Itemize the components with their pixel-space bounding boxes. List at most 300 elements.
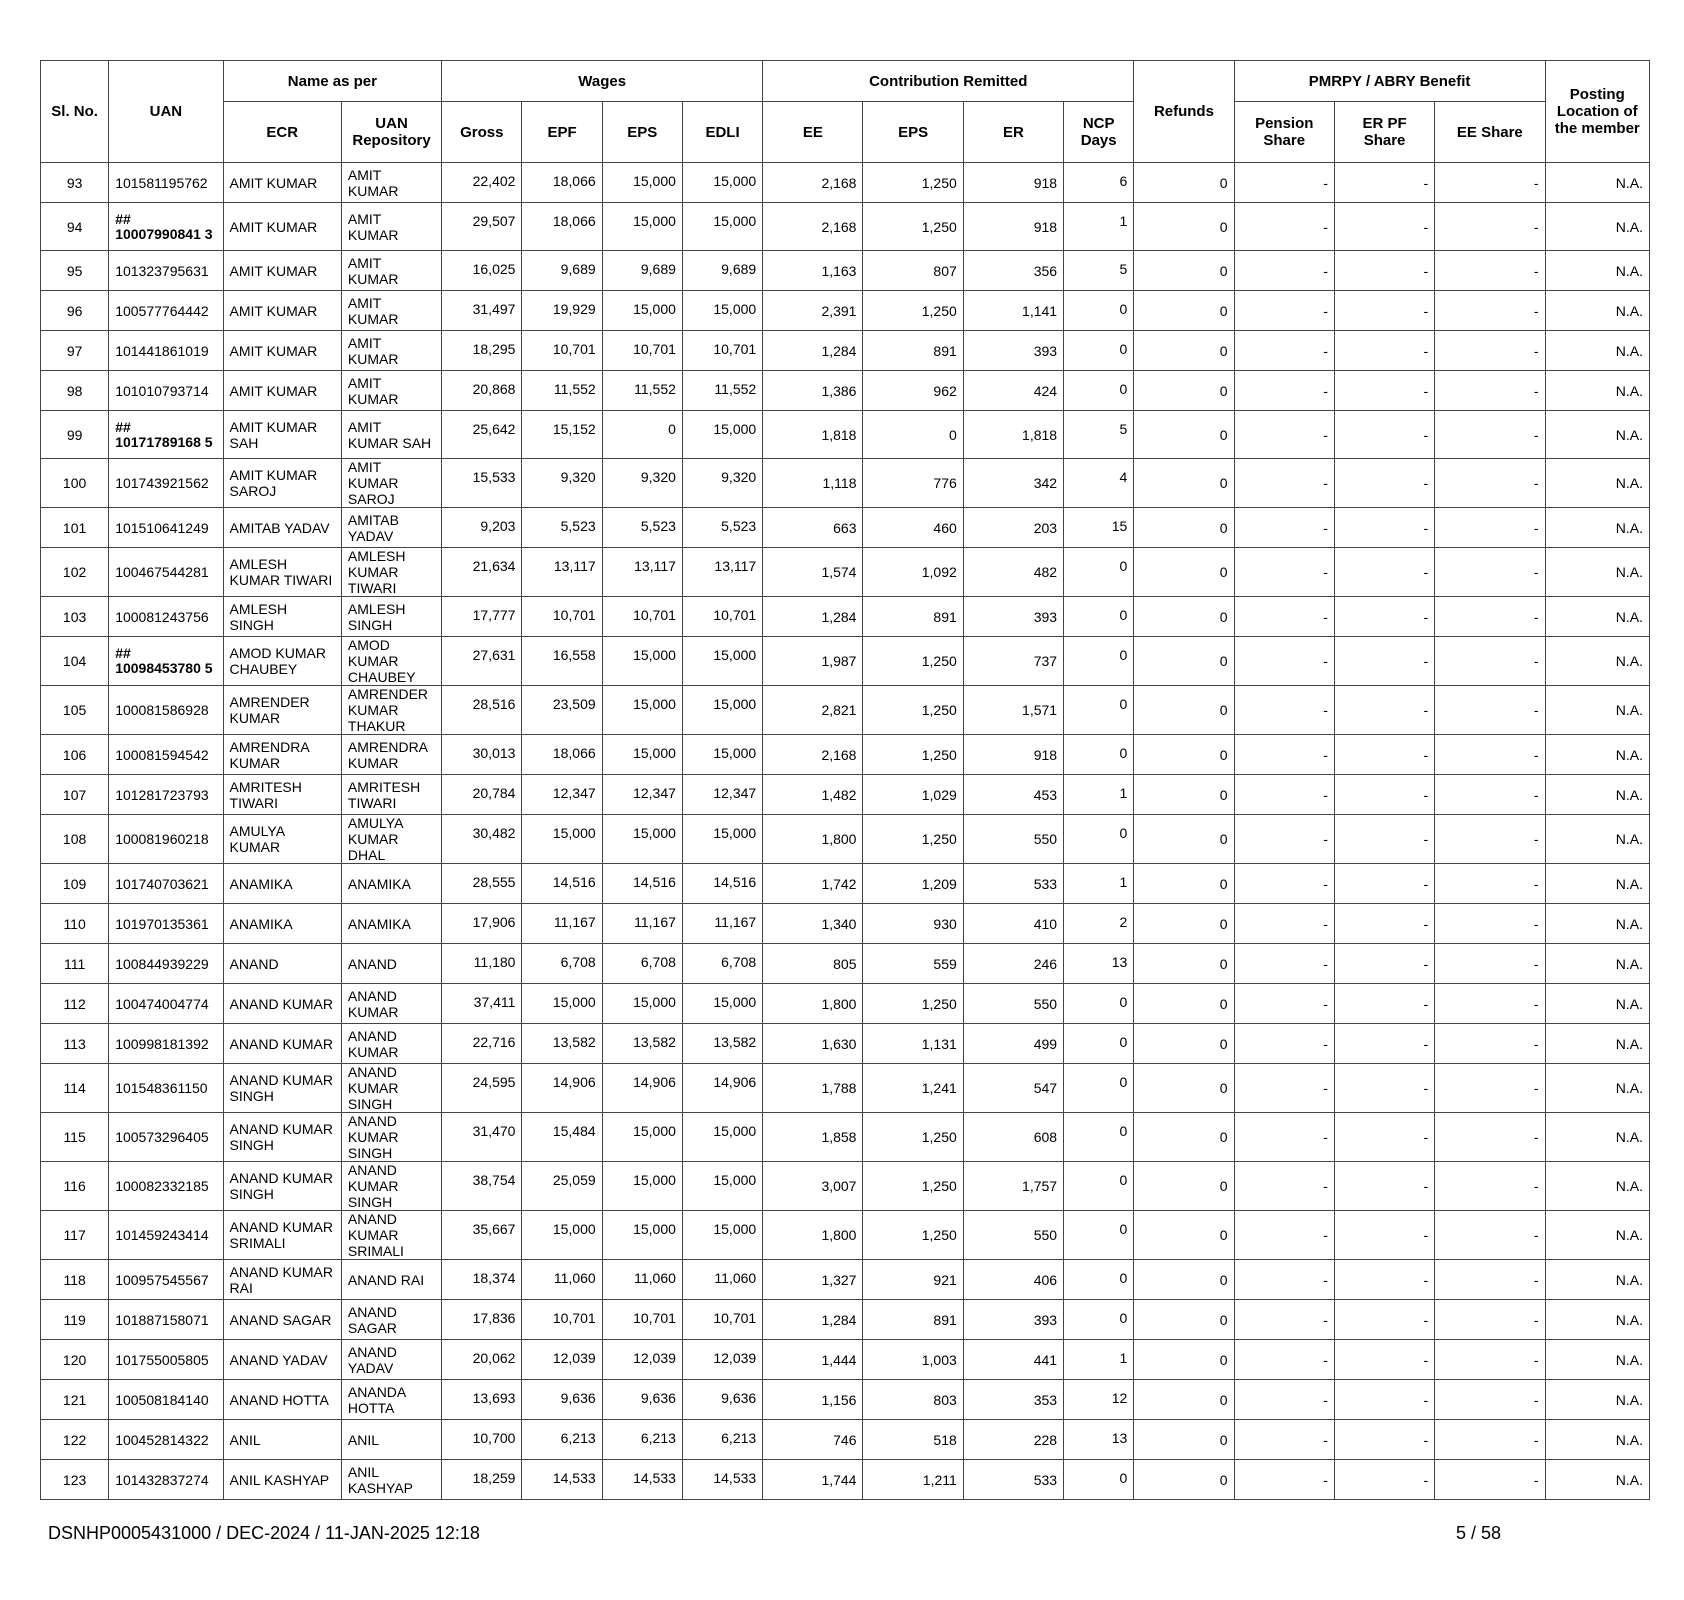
- cell-pension-share: -: [1234, 1162, 1334, 1211]
- cell-contribution-eps: 1,250: [863, 163, 963, 203]
- cell-ee-share: -: [1435, 251, 1545, 291]
- cell-gross: 18,259: [442, 1460, 522, 1500]
- cell-contribution-eps: 1,250: [863, 1211, 963, 1260]
- cell-edli: 15,000: [682, 411, 762, 459]
- cell-ee: 2,168: [763, 163, 863, 203]
- cell-posting-location: N.A.: [1545, 548, 1649, 597]
- cell-eps: 14,533: [602, 1460, 682, 1500]
- cell-contribution-eps: 1,250: [863, 1162, 963, 1211]
- cell-ncp-days: 0: [1064, 597, 1134, 637]
- cell-contribution-eps: 1,250: [863, 291, 963, 331]
- cell-refunds: 0: [1134, 203, 1234, 251]
- table-row: [41, 331, 1650, 371]
- cell-sl-no: 99: [41, 411, 109, 459]
- cell-epf: 16,558: [522, 637, 602, 686]
- cell-er: 410: [963, 904, 1063, 944]
- cell-sl-no: 105: [41, 686, 109, 735]
- cell-ee-share: -: [1435, 735, 1545, 775]
- cell-uan: 101755005805: [109, 1340, 223, 1380]
- cell-ncp-days: 0: [1064, 291, 1134, 331]
- cell-eps: 9,636: [602, 1380, 682, 1420]
- cell-name-uan-repository: AMIT KUMAR SAROJ: [341, 459, 441, 508]
- cell-pension-share: -: [1234, 1260, 1334, 1300]
- cell-epf: 14,516: [522, 864, 602, 904]
- table-row: [41, 815, 1650, 864]
- table-row: [41, 864, 1650, 904]
- cell-epf: 6,213: [522, 1420, 602, 1460]
- cell-edli: 15,000: [682, 291, 762, 331]
- table-row: [41, 508, 1650, 548]
- cell-refunds: 0: [1134, 1300, 1234, 1340]
- cell-sl-no: 113: [41, 1024, 109, 1064]
- cell-ee: 2,168: [763, 735, 863, 775]
- cell-epf: 12,039: [522, 1340, 602, 1380]
- cell-name-uan-repository: AMIT KUMAR: [341, 203, 441, 251]
- cell-ee: 1,744: [763, 1460, 863, 1500]
- cell-ncp-days: 4: [1064, 459, 1134, 508]
- cell-eps: 5,523: [602, 508, 682, 548]
- cell-name-uan-repository: ANAND KUMAR SINGH: [341, 1064, 441, 1113]
- cell-pension-share: -: [1234, 904, 1334, 944]
- cell-name-uan-repository: AMITAB YADAV: [341, 508, 441, 548]
- group-contribution-remitted: Contribution Remitted: [763, 61, 1134, 102]
- cell-refunds: 0: [1134, 251, 1234, 291]
- cell-edli: 15,000: [682, 163, 762, 203]
- cell-name-uan-repository: ANAND KUMAR SINGH: [341, 1113, 441, 1162]
- cell-pension-share: -: [1234, 371, 1334, 411]
- cell-ee-share: -: [1435, 815, 1545, 864]
- cell-name-ecr: ANAND KUMAR: [223, 1024, 341, 1064]
- cell-edli: 9,320: [682, 459, 762, 508]
- cell-edli: 10,701: [682, 331, 762, 371]
- cell-edli: 6,708: [682, 944, 762, 984]
- cell-posting-location: N.A.: [1545, 291, 1649, 331]
- cell-ee: 1,800: [763, 984, 863, 1024]
- cell-er-pf-share: -: [1334, 1340, 1434, 1380]
- cell-eps: 15,000: [602, 637, 682, 686]
- table-row: [41, 1162, 1650, 1211]
- cell-refunds: 0: [1134, 371, 1234, 411]
- cell-edli: 11,060: [682, 1260, 762, 1300]
- cell-ee: 1,327: [763, 1260, 863, 1300]
- cell-eps: 14,516: [602, 864, 682, 904]
- cell-ee-share: -: [1435, 291, 1545, 331]
- cell-er-pf-share: -: [1334, 984, 1434, 1024]
- cell-refunds: 0: [1134, 1420, 1234, 1460]
- cell-eps: 15,000: [602, 984, 682, 1024]
- cell-pension-share: -: [1234, 735, 1334, 775]
- cell-edli: 11,167: [682, 904, 762, 944]
- cell-ee: 1,482: [763, 775, 863, 815]
- cell-er: 356: [963, 251, 1063, 291]
- table-row: [41, 944, 1650, 984]
- cell-pension-share: -: [1234, 864, 1334, 904]
- cell-epf: 6,708: [522, 944, 602, 984]
- cell-pension-share: -: [1234, 1460, 1334, 1500]
- cell-contribution-eps: 807: [863, 251, 963, 291]
- cell-refunds: 0: [1134, 944, 1234, 984]
- cell-er: 533: [963, 864, 1063, 904]
- cell-ee-share: -: [1435, 1162, 1545, 1211]
- col-eps: EPS: [602, 102, 682, 163]
- cell-sl-no: 121: [41, 1380, 109, 1420]
- table-row: [41, 203, 1650, 251]
- cell-ee-share: -: [1435, 984, 1545, 1024]
- cell-eps: 11,060: [602, 1260, 682, 1300]
- cell-edli: 14,516: [682, 864, 762, 904]
- cell-uan: 100573296405: [109, 1113, 223, 1162]
- cell-er: 342: [963, 459, 1063, 508]
- cell-posting-location: N.A.: [1545, 1064, 1649, 1113]
- cell-edli: 15,000: [682, 1211, 762, 1260]
- cell-er: 393: [963, 597, 1063, 637]
- cell-ee: 1,340: [763, 904, 863, 944]
- cell-er-pf-share: -: [1334, 1024, 1434, 1064]
- cell-er-pf-share: -: [1334, 1211, 1434, 1260]
- cell-gross: 9,203: [442, 508, 522, 548]
- cell-posting-location: N.A.: [1545, 1460, 1649, 1500]
- cell-epf: 10,701: [522, 1300, 602, 1340]
- cell-posting-location: N.A.: [1545, 864, 1649, 904]
- cell-ee-share: -: [1435, 331, 1545, 371]
- cell-edli: 12,347: [682, 775, 762, 815]
- cell-refunds: 0: [1134, 637, 1234, 686]
- cell-er: 453: [963, 775, 1063, 815]
- cell-pension-share: -: [1234, 1300, 1334, 1340]
- cell-er-pf-share: -: [1334, 1064, 1434, 1113]
- cell-contribution-eps: 0: [863, 411, 963, 459]
- cell-posting-location: N.A.: [1545, 203, 1649, 251]
- cell-er-pf-share: -: [1334, 371, 1434, 411]
- table-row: [41, 1420, 1650, 1460]
- cell-pension-share: -: [1234, 1064, 1334, 1113]
- cell-posting-location: N.A.: [1545, 984, 1649, 1024]
- cell-refunds: 0: [1134, 904, 1234, 944]
- cell-eps: 12,347: [602, 775, 682, 815]
- cell-gross: 17,777: [442, 597, 522, 637]
- cell-er: 441: [963, 1340, 1063, 1380]
- cell-ee-share: -: [1435, 686, 1545, 735]
- cell-er-pf-share: -: [1334, 597, 1434, 637]
- cell-er: 918: [963, 163, 1063, 203]
- cell-er: 203: [963, 508, 1063, 548]
- cell-refunds: 0: [1134, 864, 1234, 904]
- cell-epf: 14,906: [522, 1064, 602, 1113]
- cell-epf: 15,000: [522, 1211, 602, 1260]
- cell-gross: 28,555: [442, 864, 522, 904]
- cell-eps: 6,213: [602, 1420, 682, 1460]
- table-row: [41, 1380, 1650, 1420]
- cell-ee-share: -: [1435, 548, 1545, 597]
- cell-refunds: 0: [1134, 331, 1234, 371]
- table-row: [41, 1064, 1650, 1113]
- cell-er-pf-share: -: [1334, 735, 1434, 775]
- cell-uan: 101581195762: [109, 163, 223, 203]
- cell-ncp-days: 1: [1064, 1340, 1134, 1380]
- table-row: [41, 1340, 1650, 1380]
- cell-ncp-days: 0: [1064, 1260, 1134, 1300]
- cell-ee-share: -: [1435, 904, 1545, 944]
- cell-pension-share: -: [1234, 1113, 1334, 1162]
- cell-ee: 1,444: [763, 1340, 863, 1380]
- cell-posting-location: N.A.: [1545, 815, 1649, 864]
- cell-posting-location: N.A.: [1545, 597, 1649, 637]
- cell-edli: 11,552: [682, 371, 762, 411]
- cell-contribution-eps: 1,250: [863, 686, 963, 735]
- cell-ee: 1,818: [763, 411, 863, 459]
- cell-name-uan-repository: AMIT KUMAR: [341, 291, 441, 331]
- cell-name-uan-repository: AMIT KUMAR: [341, 371, 441, 411]
- cell-name-ecr: AMIT KUMAR: [223, 163, 341, 203]
- cell-contribution-eps: 1,250: [863, 984, 963, 1024]
- cell-contribution-eps: 559: [863, 944, 963, 984]
- cell-epf: 10,701: [522, 331, 602, 371]
- cell-er: 393: [963, 331, 1063, 371]
- cell-gross: 31,470: [442, 1113, 522, 1162]
- cell-ee: 3,007: [763, 1162, 863, 1211]
- cell-refunds: 0: [1134, 291, 1234, 331]
- cell-name-uan-repository: ANAMIKA: [341, 864, 441, 904]
- cell-edli: 10,701: [682, 597, 762, 637]
- cell-uan: 101510641249: [109, 508, 223, 548]
- cell-ncp-days: 0: [1064, 1162, 1134, 1211]
- cell-name-ecr: ANAND KUMAR: [223, 984, 341, 1024]
- cell-posting-location: N.A.: [1545, 1380, 1649, 1420]
- cell-edli: 13,117: [682, 548, 762, 597]
- cell-posting-location: N.A.: [1545, 904, 1649, 944]
- cell-name-ecr: AMIT KUMAR SAROJ: [223, 459, 341, 508]
- cell-pension-share: -: [1234, 686, 1334, 735]
- table-row: [41, 984, 1650, 1024]
- cell-gross: 18,295: [442, 331, 522, 371]
- cell-ee: 663: [763, 508, 863, 548]
- cell-er-pf-share: -: [1334, 291, 1434, 331]
- col-gross: Gross: [442, 102, 522, 163]
- cell-refunds: 0: [1134, 1064, 1234, 1113]
- table-row: [41, 291, 1650, 331]
- cell-ee: 1,630: [763, 1024, 863, 1064]
- cell-name-ecr: AMLESH KUMAR TIWARI: [223, 548, 341, 597]
- cell-uan: 100082332185: [109, 1162, 223, 1211]
- cell-pension-share: -: [1234, 251, 1334, 291]
- cell-posting-location: N.A.: [1545, 1162, 1649, 1211]
- table-row: [41, 1460, 1650, 1500]
- cell-ee-share: -: [1435, 203, 1545, 251]
- cell-er: 547: [963, 1064, 1063, 1113]
- cell-uan: 101743921562: [109, 459, 223, 508]
- cell-ee: 1,284: [763, 331, 863, 371]
- cell-sl-no: 95: [41, 251, 109, 291]
- cell-ncp-days: 0: [1064, 686, 1134, 735]
- cell-sl-no: 123: [41, 1460, 109, 1500]
- cell-ee: 1,987: [763, 637, 863, 686]
- cell-contribution-eps: 1,250: [863, 637, 963, 686]
- cell-ncp-days: 0: [1064, 548, 1134, 597]
- cell-pension-share: -: [1234, 1420, 1334, 1460]
- cell-uan: 100508184140: [109, 1380, 223, 1420]
- cell-pension-share: -: [1234, 508, 1334, 548]
- cell-refunds: 0: [1134, 597, 1234, 637]
- cell-ee-share: -: [1435, 944, 1545, 984]
- cell-posting-location: N.A.: [1545, 735, 1649, 775]
- cell-eps: 11,552: [602, 371, 682, 411]
- table-body: [41, 163, 1650, 1500]
- cell-uan: ## 10007990841 3: [109, 203, 223, 251]
- cell-ncp-days: 0: [1064, 637, 1134, 686]
- cell-sl-no: 106: [41, 735, 109, 775]
- cell-gross: 17,836: [442, 1300, 522, 1340]
- cell-ncp-days: 12: [1064, 1380, 1134, 1420]
- cell-gross: 30,482: [442, 815, 522, 864]
- cell-contribution-eps: 1,131: [863, 1024, 963, 1064]
- cell-edli: 15,000: [682, 735, 762, 775]
- cell-contribution-eps: 1,250: [863, 1113, 963, 1162]
- cell-eps: 12,039: [602, 1340, 682, 1380]
- col-sl-no: Sl. No.: [41, 61, 109, 163]
- cell-name-ecr: ANAND HOTTA: [223, 1380, 341, 1420]
- cell-epf: 14,533: [522, 1460, 602, 1500]
- table-row: [41, 597, 1650, 637]
- cell-er-pf-share: -: [1334, 904, 1434, 944]
- cell-edli: 9,689: [682, 251, 762, 291]
- group-pmrpy-abry: PMRPY / ABRY Benefit: [1234, 61, 1545, 102]
- col-uan: UAN: [109, 61, 223, 163]
- cell-name-ecr: ANAMIKA: [223, 904, 341, 944]
- table-row: [41, 1300, 1650, 1340]
- cell-epf: 5,523: [522, 508, 602, 548]
- cell-pension-share: -: [1234, 597, 1334, 637]
- cell-ee: 2,168: [763, 203, 863, 251]
- cell-edli: 15,000: [682, 984, 762, 1024]
- cell-contribution-eps: 891: [863, 1300, 963, 1340]
- cell-sl-no: 102: [41, 548, 109, 597]
- ecr-contribution-table: [40, 60, 1650, 1500]
- cell-refunds: 0: [1134, 1260, 1234, 1300]
- cell-uan: 101010793714: [109, 371, 223, 411]
- cell-uan: ## 10098453780 5: [109, 637, 223, 686]
- cell-ncp-days: 1: [1064, 864, 1134, 904]
- table-row: [41, 735, 1650, 775]
- cell-refunds: 0: [1134, 163, 1234, 203]
- cell-er-pf-share: -: [1334, 203, 1434, 251]
- cell-ncp-days: 0: [1064, 371, 1134, 411]
- cell-name-ecr: AMIT KUMAR: [223, 371, 341, 411]
- cell-edli: 15,000: [682, 815, 762, 864]
- cell-epf: 23,509: [522, 686, 602, 735]
- cell-name-uan-repository: AMIT KUMAR: [341, 251, 441, 291]
- cell-name-ecr: ANAND YADAV: [223, 1340, 341, 1380]
- cell-posting-location: N.A.: [1545, 371, 1649, 411]
- cell-gross: 18,374: [442, 1260, 522, 1300]
- cell-refunds: 0: [1134, 508, 1234, 548]
- cell-er: 1,571: [963, 686, 1063, 735]
- cell-er-pf-share: -: [1334, 459, 1434, 508]
- cell-name-ecr: ANAND KUMAR RAI: [223, 1260, 341, 1300]
- cell-uan: 101281723793: [109, 775, 223, 815]
- cell-er: 393: [963, 1300, 1063, 1340]
- cell-gross: 22,716: [442, 1024, 522, 1064]
- cell-refunds: 0: [1134, 1340, 1234, 1380]
- table-row: [41, 371, 1650, 411]
- cell-gross: 31,497: [442, 291, 522, 331]
- cell-posting-location: N.A.: [1545, 637, 1649, 686]
- cell-ee-share: -: [1435, 371, 1545, 411]
- cell-refunds: 0: [1134, 411, 1234, 459]
- cell-sl-no: 93: [41, 163, 109, 203]
- cell-ncp-days: 0: [1064, 1064, 1134, 1113]
- cell-uan: 100081586928: [109, 686, 223, 735]
- cell-name-uan-repository: AMRENDER KUMAR THAKUR: [341, 686, 441, 735]
- cell-eps: 15,000: [602, 735, 682, 775]
- cell-contribution-eps: 1,029: [863, 775, 963, 815]
- cell-pension-share: -: [1234, 1024, 1334, 1064]
- cell-sl-no: 120: [41, 1340, 109, 1380]
- cell-eps: 13,117: [602, 548, 682, 597]
- cell-name-uan-repository: AMLESH SINGH: [341, 597, 441, 637]
- cell-ncp-days: 5: [1064, 251, 1134, 291]
- cell-pension-share: -: [1234, 1340, 1334, 1380]
- cell-posting-location: N.A.: [1545, 331, 1649, 371]
- cell-name-uan-repository: AMRENDRA KUMAR: [341, 735, 441, 775]
- cell-ee: 1,163: [763, 251, 863, 291]
- cell-pension-share: -: [1234, 944, 1334, 984]
- cell-refunds: 0: [1134, 1162, 1234, 1211]
- cell-gross: 10,700: [442, 1420, 522, 1460]
- cell-contribution-eps: 891: [863, 597, 963, 637]
- cell-uan: ## 10171789168 5: [109, 411, 223, 459]
- cell-uan: 100081243756: [109, 597, 223, 637]
- cell-er: 406: [963, 1260, 1063, 1300]
- table-row: [41, 251, 1650, 291]
- cell-er: 482: [963, 548, 1063, 597]
- col-uan-repository: UAN Repository: [341, 102, 441, 163]
- cell-name-ecr: AMIT KUMAR: [223, 251, 341, 291]
- cell-name-uan-repository: ANAND RAI: [341, 1260, 441, 1300]
- cell-er-pf-share: -: [1334, 815, 1434, 864]
- cell-name-ecr: AMITAB YADAV: [223, 508, 341, 548]
- cell-name-ecr: ANIL KASHYAP: [223, 1460, 341, 1500]
- cell-posting-location: N.A.: [1545, 1211, 1649, 1260]
- cell-ee-share: -: [1435, 411, 1545, 459]
- cell-sl-no: 118: [41, 1260, 109, 1300]
- cell-er-pf-share: -: [1334, 411, 1434, 459]
- cell-pension-share: -: [1234, 815, 1334, 864]
- cell-er: 228: [963, 1420, 1063, 1460]
- table-row: [41, 548, 1650, 597]
- cell-er-pf-share: -: [1334, 1260, 1434, 1300]
- table-row: [41, 163, 1650, 203]
- cell-er: 550: [963, 815, 1063, 864]
- cell-er: 550: [963, 984, 1063, 1024]
- table-row: [41, 1211, 1650, 1260]
- cell-refunds: 0: [1134, 1460, 1234, 1500]
- cell-posting-location: N.A.: [1545, 944, 1649, 984]
- cell-contribution-eps: 518: [863, 1420, 963, 1460]
- cell-sl-no: 101: [41, 508, 109, 548]
- col-posting-location: Posting Location of the member: [1545, 61, 1649, 163]
- cell-contribution-eps: 891: [863, 331, 963, 371]
- cell-er: 533: [963, 1460, 1063, 1500]
- cell-edli: 15,000: [682, 637, 762, 686]
- cell-contribution-eps: 930: [863, 904, 963, 944]
- cell-ee: 805: [763, 944, 863, 984]
- cell-ee: 1,386: [763, 371, 863, 411]
- cell-uan: 100081594542: [109, 735, 223, 775]
- table-row: [41, 775, 1650, 815]
- cell-posting-location: N.A.: [1545, 459, 1649, 508]
- cell-pension-share: -: [1234, 459, 1334, 508]
- cell-ee-share: -: [1435, 1460, 1545, 1500]
